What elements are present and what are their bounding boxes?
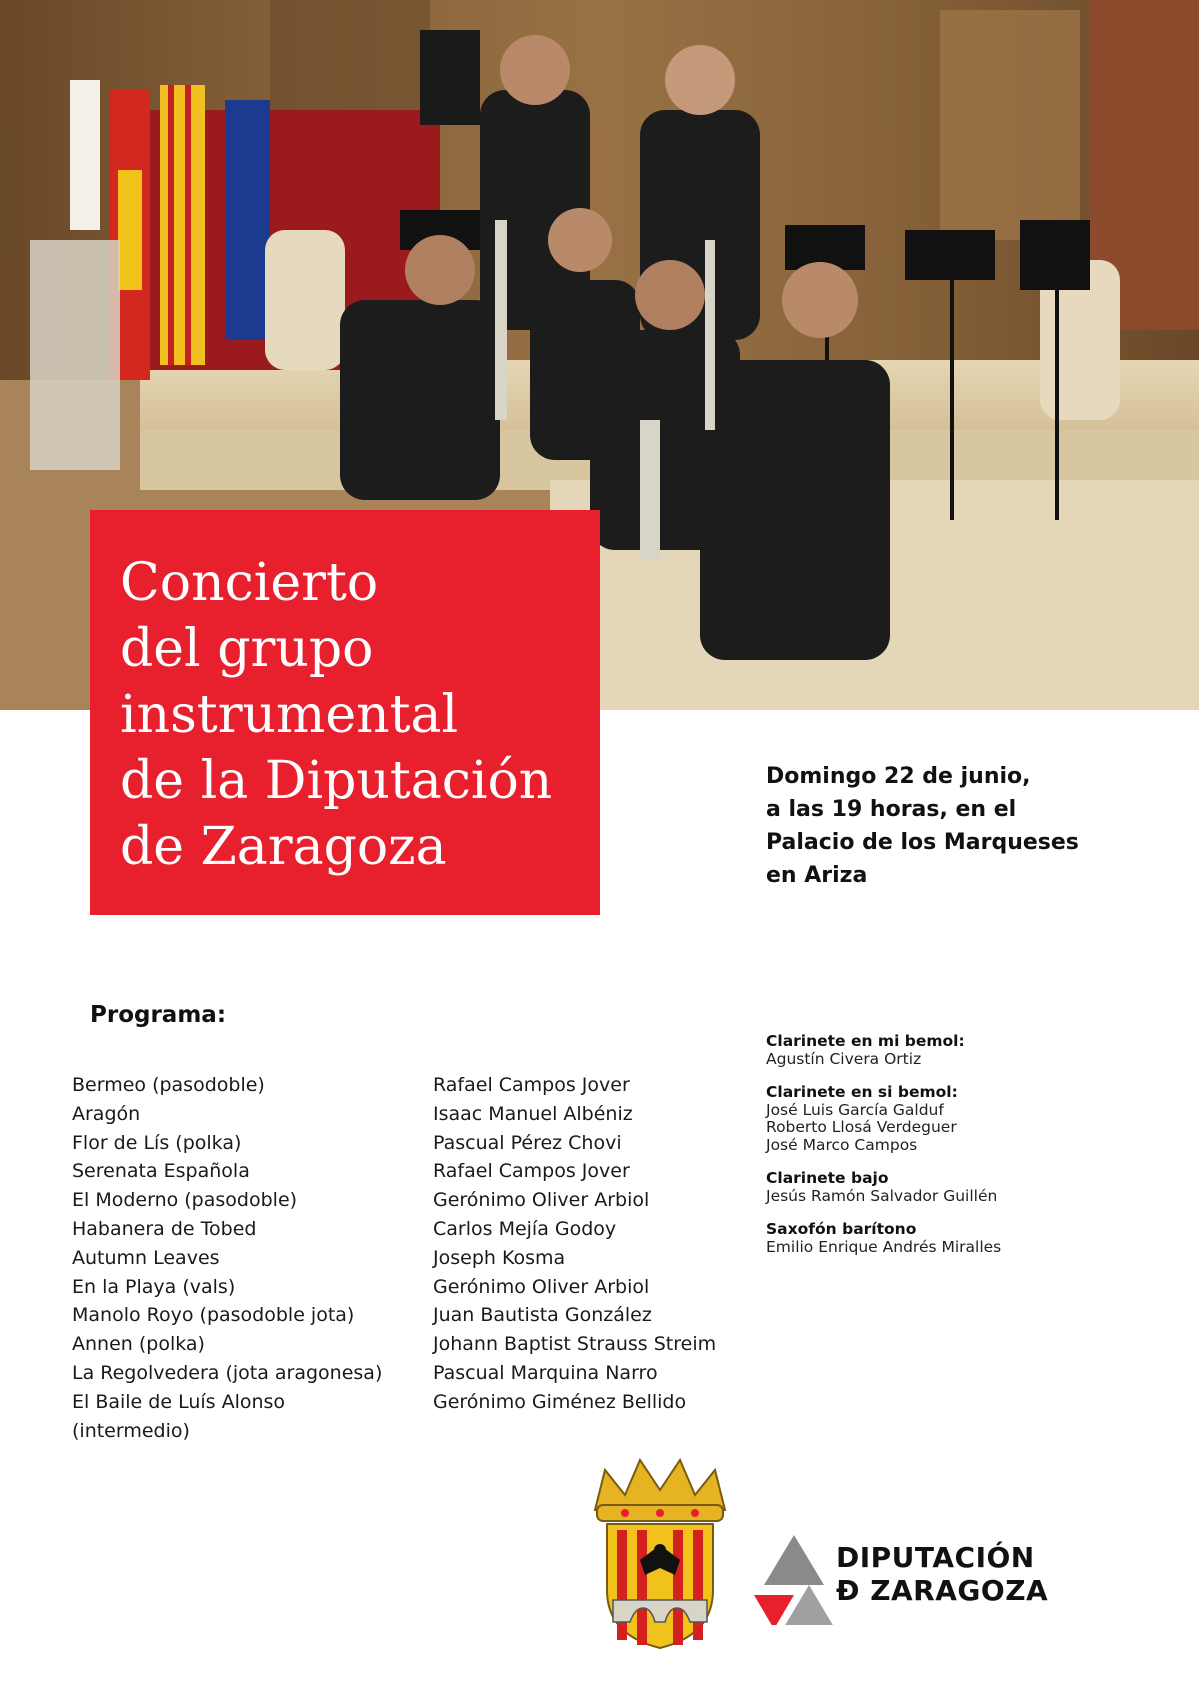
title-line: de Zaragoza: [120, 817, 447, 877]
musician-group: [766, 1033, 1166, 1068]
list-item: Serenata Española: [72, 1160, 250, 1183]
list-item: La Regolvedera (jota aragonesa): [72, 1361, 383, 1384]
instrument-role: Saxofón barítono: [766, 1220, 917, 1238]
musician-group: [766, 1221, 1166, 1256]
event-line: en Ariza: [766, 863, 868, 888]
event-details: [766, 760, 1166, 892]
musician-name: José Luis García Galduf: [766, 1100, 944, 1119]
list-item: Rafael Campos Jover: [433, 1074, 630, 1096]
instrument-role: Clarinete en mi bemol:: [766, 1032, 965, 1050]
list-item: Carlos Mejía Godoy: [433, 1217, 617, 1240]
list-item: Rafael Campos Jover: [433, 1160, 630, 1183]
list-item: El Baile de Luís Alonso: [72, 1390, 286, 1413]
list-item: (intermedio): [72, 1419, 190, 1442]
list-item: En la Playa (vals): [72, 1275, 236, 1298]
list-item: Flor de Lís (polka): [72, 1131, 242, 1154]
program-pieces-list: [72, 1071, 382, 1445]
list-item: Joseph Kosma: [433, 1246, 566, 1269]
musician-group: [766, 1084, 1166, 1154]
list-item: Aragón: [72, 1102, 141, 1125]
ariza-coat-of-arms-icon: [585, 1450, 735, 1650]
list-item: El Moderno (pasodoble): [72, 1189, 298, 1212]
list-item: Gerónimo Oliver Arbiol: [433, 1189, 650, 1212]
musician-name: Emilio Enrique Andrés Miralles: [766, 1237, 1002, 1256]
musician-name: José Marco Campos: [766, 1135, 918, 1154]
program-composers-list: [433, 1071, 716, 1417]
list-item: Johann Baptist Strauss Streim: [433, 1333, 717, 1356]
list-item: Manolo Royo (pasodoble jota): [72, 1304, 355, 1327]
event-line: a las 19 horas, en el: [766, 797, 1017, 822]
list-item: Autumn Leaves: [72, 1246, 220, 1269]
dpz-line: DIPUTACIÓN: [836, 1541, 1035, 1574]
musician-name: Jesús Ramón Salvador Guillén: [766, 1186, 998, 1205]
musicians-list: [766, 1033, 1166, 1272]
instrument-role: Clarinete en si bemol:: [766, 1083, 958, 1101]
title-line: del grupo: [120, 619, 374, 679]
list-item: Pascual Marquina Narro: [433, 1361, 658, 1384]
program-heading: Programa:: [90, 1002, 227, 1028]
list-item: Juan Bautista González: [433, 1304, 652, 1327]
list-item: Gerónimo Oliver Arbiol: [433, 1275, 650, 1298]
musician-group: [766, 1170, 1166, 1205]
concert-title: [120, 550, 590, 880]
list-item: Gerónimo Giménez Bellido: [433, 1390, 687, 1413]
list-item: Habanera de Tobed: [72, 1217, 257, 1240]
musician-name: Roberto Llosá Verdeguer: [766, 1118, 957, 1136]
dpz-line: Ð ZARAGOZA: [836, 1574, 1049, 1607]
musician-name: Agustín Civera Ortiz: [766, 1049, 922, 1068]
title-line: Concierto: [120, 553, 379, 613]
instrument-role: Clarinete bajo: [766, 1169, 889, 1187]
event-line: Domingo 22 de junio,: [766, 764, 1031, 789]
list-item: Bermeo (pasodoble): [72, 1074, 265, 1096]
list-item: Pascual Pérez Chovi: [433, 1131, 622, 1154]
title-line: instrumental: [120, 685, 459, 745]
list-item: Annen (polka): [72, 1333, 205, 1356]
list-item: Isaac Manuel Albéniz: [433, 1102, 633, 1125]
title-line: de la Diputación: [120, 751, 553, 811]
event-line: Palacio de los Marqueses: [766, 830, 1079, 855]
dpz-logo-text: [836, 1541, 1048, 1607]
